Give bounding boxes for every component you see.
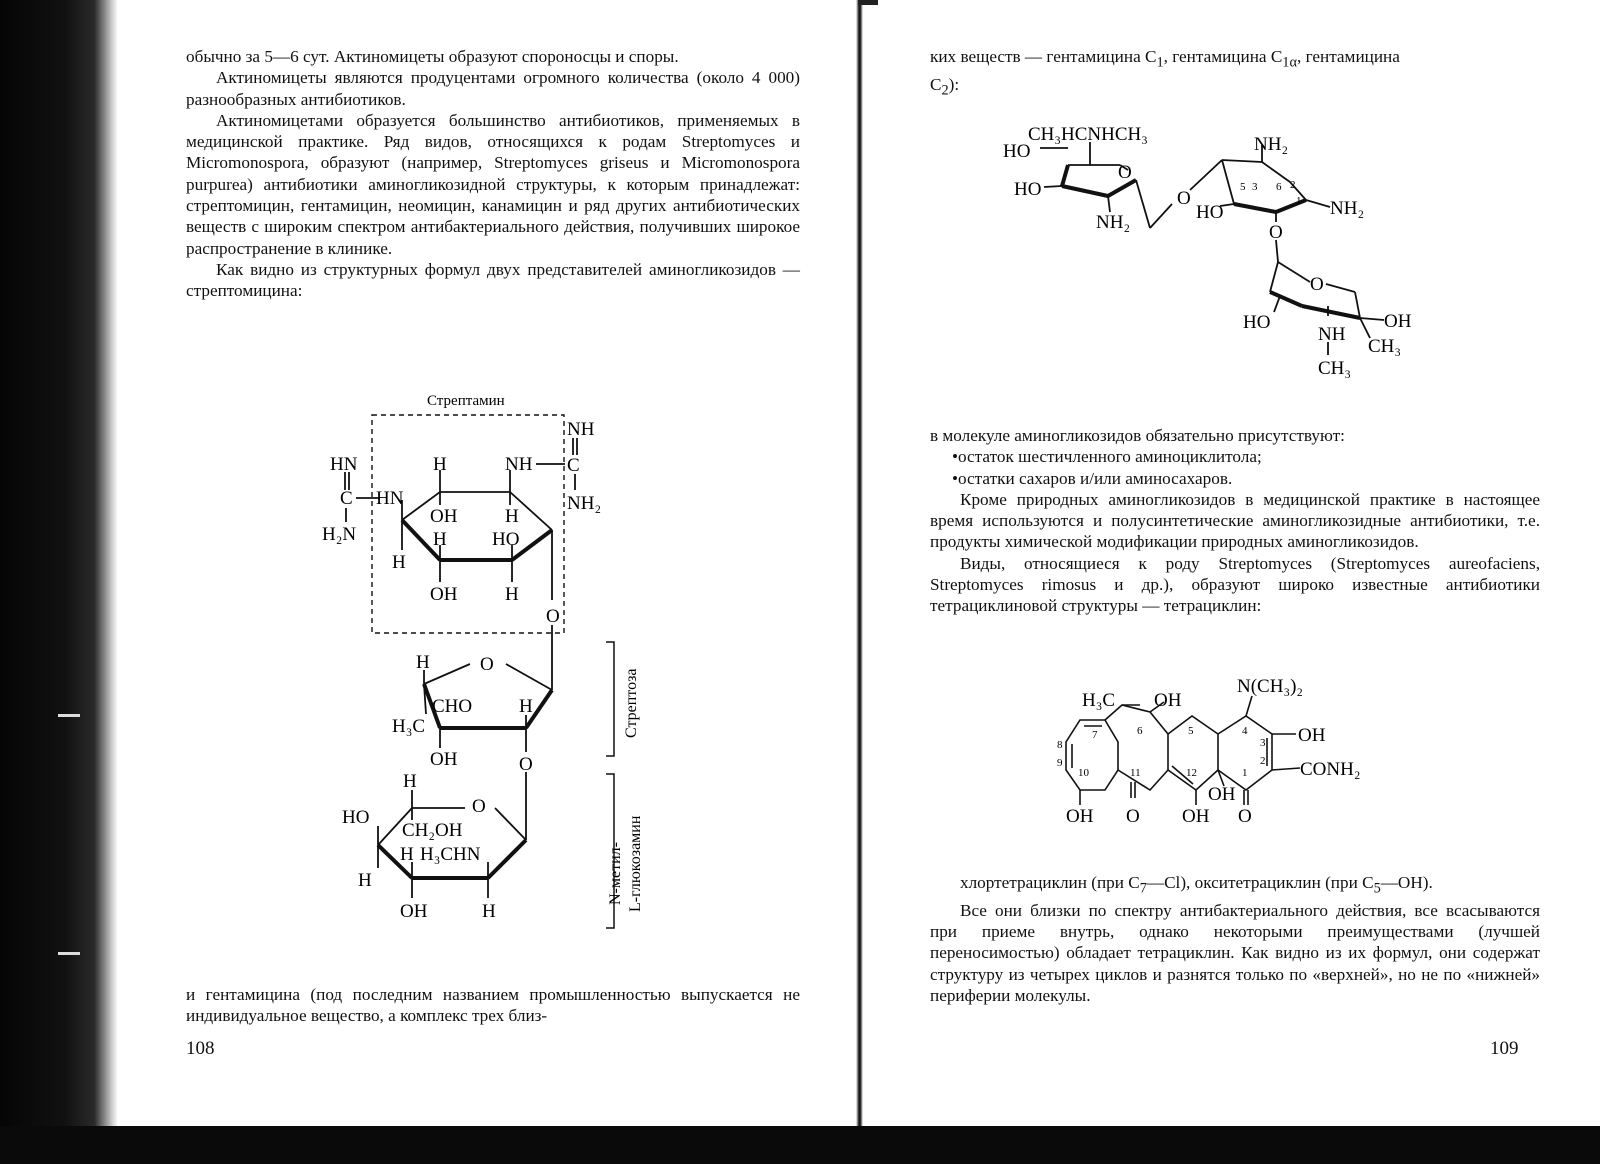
scan-bottom-edge [0,1126,1600,1164]
atom-label: OH [1066,806,1094,827]
atom-label: H₃CHN [420,844,481,865]
atom-label: H₃C [1082,690,1116,711]
ring-number: 2 [1260,755,1266,767]
atom-label: HO [1003,141,1031,162]
subscript: 1 [1156,54,1164,71]
gentamicin-structure [1000,115,1430,390]
atom-label: H [416,652,430,673]
atom-label: O [546,606,560,627]
streptose-label: Стрептоза [623,668,640,738]
atom-label: OH [430,584,458,605]
text-run: ких веществ — гентамицина C [930,47,1157,66]
scan-streak [58,714,80,717]
atom-label: HO [1196,202,1224,223]
bullet-text: остаток шестичленного аминоциклитола; [958,447,1262,467]
atom-label: H [505,506,519,527]
paragraph: Виды, относящиеся к роду Streptomyces (Streptomyces aureofaciens, Streptomyces rimosus и др.), образуют широко известные антибиотики тетрациклиновой структуры — тетрациклин: [930,553,1540,616]
atom-label: H₃C [392,716,426,737]
ring-number: 8 [1057,739,1063,751]
book-gutter [856,0,863,1128]
subscript: 1α [1282,54,1297,71]
atom-label: HO [1243,312,1271,333]
ring-number: 3 [1252,181,1258,193]
atom-label: OH [430,749,458,770]
atom-label: NH₂ [1254,134,1289,155]
atom-label: HN [376,488,404,509]
atom-label: OH [1298,725,1326,746]
ring-number: 2 [1290,179,1296,191]
atom-label: CH₃HCNHCH₃ [1028,124,1148,145]
glucosamine-label: L-глюкозамин [627,815,644,912]
paragraph: Актиномицетами образуется большинство антибиотиков, применяемых в медицинской практике. Ряд видов, относящихся к родам Streptomyces и Micromonospora, образуют (например, Streptomyces griseus и Micromonospora purpurea) антибиотики аминогликозидной структуры, к которым принадлежат: стрептомицин, гентамицин, неомицин, канамицин и ряд других антибиотических веществ с широким спектром антибактериального действия, получивших широкое распространение в клинике. [186,110,800,258]
atom-label: HN [330,454,358,475]
atom-label: OH [1208,784,1236,805]
atom-label: NH₂ [567,493,602,514]
streptomycin-structure [300,385,660,945]
left-bottom-text: и гентамицина (под последним названием промышленностью выпускается не индивидуальное вещество, а комплекс трех близ- [186,985,800,1026]
gutter-mark [858,0,878,5]
ring-number: 1 [1296,195,1302,207]
text-run: ): [948,74,960,94]
atom-label: NH₂ [1330,198,1365,219]
atom-label: H [482,901,496,922]
scan-streak [58,952,80,955]
atom-label: N(CH₃)₂ [1237,676,1304,697]
ring-number: 10 [1078,767,1089,779]
text-run: —OH). [1380,873,1433,892]
ring-number: 6 [1137,725,1143,737]
atom-label: H [505,584,519,605]
atom-label: O [1269,222,1283,243]
streptamine-label: Стрептамин [427,393,505,409]
atom-label: CH₂OH [402,820,463,841]
bullet-text: остатки сахаров и/или аминосахаров. [958,468,1233,488]
atom-label: O [1238,806,1252,827]
paragraph: Как видно из структурных формул двух представителей аминогликозидов — стрептомицина: [186,259,800,301]
paragraph: Все они близки по спектру антибактериального действия, все всасываются при приеме внутрь, однако некоторыми преимуществами (лучшей переносимостью) обладает тетрациклин. Как видно из их формул, они содержат структуру из четырех циклов и разнятся только по «верхней», но не по «нижней» периферии молекулы. [930,900,1540,1005]
right-top-text [930,46,1540,101]
paragraph: обычно за 5—6 сут. Актиномицеты образуют спороносцы и споры. [186,47,679,66]
paragraph: Актиномицеты являются продуцентами огромного количества (около 4 000) разнообразных антибиотиков. [186,68,800,109]
bullet-item: •остатки сахаров и/или аминосахаров. [952,468,1233,488]
subscript: 2 [941,82,949,99]
atom-label: H [433,454,447,475]
atom-label: H [519,696,533,717]
atom-label: H [358,870,372,891]
paragraph: Кроме природных аминогликозидов в медицинской практике в настоящее время используются и полусинтетические аминогликозидные антибиотики, т.е. продукты химической модификации природных аминогликозидов. [930,489,1540,552]
subscript: 7 [1139,880,1147,897]
right-middle-text [930,425,1540,617]
text-run: хлортетрациклин (при C [960,873,1140,892]
atom-label: OH [1384,311,1412,332]
bullet-item: •остаток шестичленного аминоциклитола; [952,447,1262,467]
ring-number: 12 [1186,767,1197,779]
atom-label: O [472,796,486,817]
ring-number: 7 [1092,729,1098,741]
atom-label: OH [1182,806,1210,827]
book-spine-shadow [0,0,118,1164]
ring-number: 3 [1260,737,1266,749]
text-run: C [930,74,942,94]
atom-label: C [567,455,580,476]
atom-label: O [480,654,494,675]
atom-label: O [1310,274,1324,295]
tetracycline-structure [1050,660,1430,850]
atom-label: OH [1154,690,1182,711]
atom-label: HO [492,529,520,550]
atom-label: O [1126,806,1140,827]
atom-label: H [400,844,414,865]
atom-label: O [519,754,533,775]
paragraph [930,872,1540,900]
page-number-left: 108 [186,1038,215,1059]
ring-number: 4 [1242,725,1248,737]
atom-label: CH₃ [1318,358,1352,379]
atom-label: O [1177,188,1191,209]
ring-number: 5 [1240,181,1246,193]
atom-label: H [433,529,447,550]
atom-label: O [1118,162,1132,183]
atom-label: H [392,552,406,573]
atom-label: OH [400,901,428,922]
atom-label: CHO [432,696,473,717]
text-run: —Cl), окситетрациклин (при C [1146,873,1374,892]
ring-number: 6 [1276,181,1282,193]
subscript: 5 [1373,880,1381,897]
atom-label: NH [567,419,595,440]
page-number-right: 109 [1490,1038,1519,1059]
atom-label: H₂N [322,524,357,545]
atom-label: NH₂ [1096,212,1131,233]
atom-label: HO [342,807,370,828]
ring-number: 11 [1130,767,1141,779]
right-bottom-text [930,872,1540,1006]
ring-number: 9 [1057,757,1063,769]
left-text-block [186,46,800,302]
n-methyl-label: N-метил- [607,842,624,905]
ring-number: 5 [1188,725,1194,737]
atom-label: OH [430,506,458,527]
ring-number: 1 [1242,767,1248,779]
text-run: , гентамицина C [1163,47,1283,66]
text-run: , гентамицина [1296,47,1400,66]
atom-label: HO [1014,179,1042,200]
atom-label: NH [1318,324,1346,345]
paragraph: в молекуле аминогликозидов обязательно присутствуют: [930,426,1345,445]
atom-label: H [403,771,417,792]
atom-label: NH [505,454,533,475]
atom-label: CONH₂ [1300,759,1361,780]
atom-label: CH₃ [1368,336,1402,357]
atom-label: C [340,488,353,509]
